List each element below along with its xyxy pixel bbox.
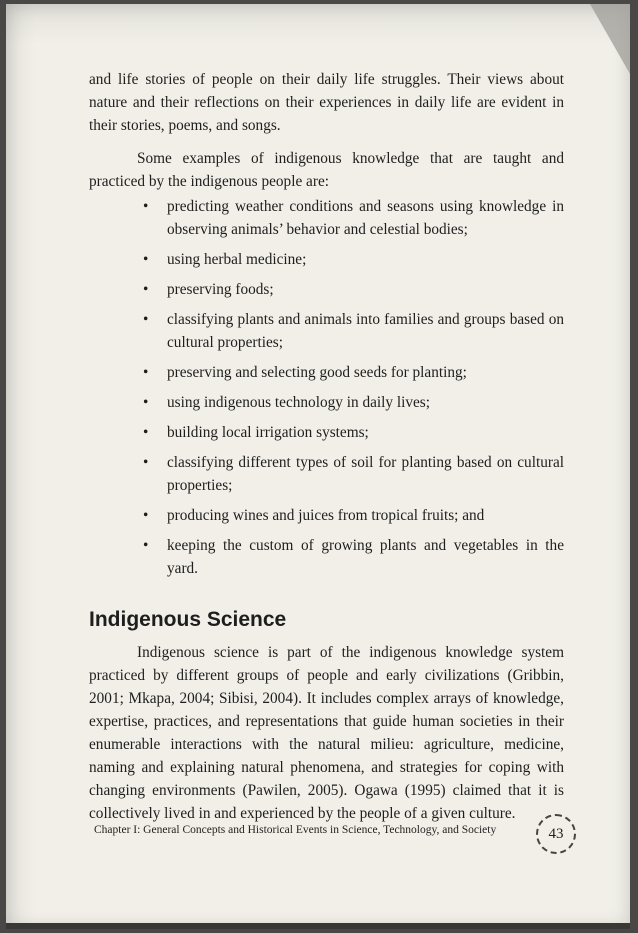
page-content <box>89 68 564 825</box>
page-bottom-edge <box>6 923 630 929</box>
page-footer: Chapter I: General Concepts and Historical Events in Science, Technology, and Society <box>94 824 497 836</box>
examples-intro: Some examples of indigenous knowledge that are taught and practiced by the indigenous people are: <box>89 150 564 190</box>
bullet-icon: • <box>143 364 149 381</box>
section-paragraph: Indigenous science is part of the indigenous knowledge system practiced by different groups of people and early civilizations (Gribbin, 2001; Mkapa, 2004; Sibisi, 2004). It includes complex arrays of knowledge, expertise, practices, and representations that guide human societies in their enumerable interactions with the natural milieu: agriculture, medicine, naming and explaining natural phenomena, and strategies for coping with changing environments (Pawilen, 2005). Ogawa (1995) claimed that it is collectively lived in and experienced by the people of a given culture. <box>89 644 564 822</box>
list-item: • using indigenous technology in daily lives; <box>89 391 564 414</box>
list-item: • classifying different types of soil for planting based on cultural properties; <box>89 451 564 497</box>
bullet-icon: • <box>143 394 149 411</box>
list-item: • building local irrigation systems; <box>89 421 564 444</box>
page-number-badge <box>536 814 576 854</box>
bullet-icon: • <box>143 424 149 441</box>
page-corner-shadow <box>590 4 630 74</box>
bullet-icon: • <box>143 251 149 268</box>
list-item: • preserving and selecting good seeds for planting; <box>89 361 564 384</box>
list-item: • using herbal medicine; <box>89 248 564 271</box>
bullet-icon: • <box>143 281 149 298</box>
list-item: • classifying plants and animals into families and groups based on cultural properties; <box>89 308 564 354</box>
bullet-icon: • <box>143 454 149 471</box>
list-item: • producing wines and juices from tropical fruits; and <box>89 504 564 527</box>
examples-list <box>89 195 564 580</box>
list-item: • keeping the custom of growing plants and vegetables in the yard. <box>89 534 564 580</box>
bullet-icon: • <box>143 537 149 554</box>
intro-paragraph: and life stories of people on their daily life struggles. Their views about nature and their reflections on their experiences in daily life are evident in their stories, poems, and songs. <box>89 71 564 134</box>
page-number: 43 <box>548 825 564 842</box>
section-heading: Indigenous Science <box>89 608 287 631</box>
list-item: • predicting weather conditions and seasons using knowledge in observing animals’ behavior and celestial bodies; <box>89 195 564 241</box>
book-page <box>6 4 630 929</box>
bullet-icon: • <box>143 198 149 215</box>
list-item: • preserving foods; <box>89 278 564 301</box>
bullet-icon: • <box>143 507 149 524</box>
bullet-icon: • <box>143 311 149 328</box>
